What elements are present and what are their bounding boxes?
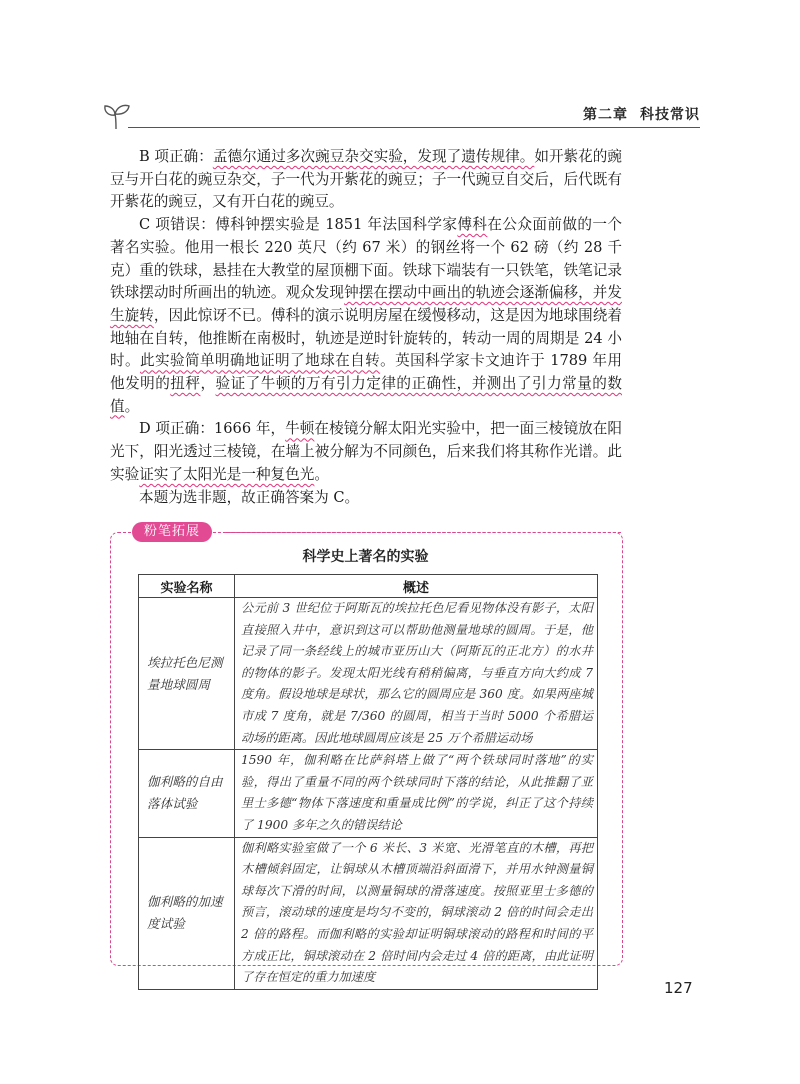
experiment-summary: 1590 年，伽利略在比萨斜塔上做了“两个铁球同时落地”的实验，得出了重量不同的两个铁球同时下落的结论，从此推翻了亚里士多德“物体下落速度和重量成比例”的学说，纠正了这个持续了 1900 多年之久的错误结论 [235,750,598,837]
chapter-title: 科技常识 [640,107,700,123]
table-row [139,750,598,837]
header-rule [128,127,700,128]
table-header-row [139,575,598,598]
column-header-summary: 概述 [235,575,598,598]
text-run: 如开紫花的豌豆与开白花的豌豆杂交，子一代为开紫花的豌豆；子一代豌豆自交后，后代既有开紫花的豌豆，又有开白花的豌豆。 [110,148,622,211]
text-run: 。 [314,465,329,483]
text-run: B 项正确： [139,148,213,165]
text-run: 在公众面前做的一个著名实验。他用一根长 220 英尺（约 67 米）的钢丝将一个 62 磅（约 28 千克）重的铁球，悬挂在大教堂的屋顶棚下面。铁球下端装有一只铁笔，铁笔记录铁球摆动时所画出的轨迹。观众发现 [110,216,622,302]
body-paragraph [110,418,622,486]
body-paragraph [110,487,622,510]
text-run: 在棱镜分解太阳光实验中，把一面三棱镜放在阳光下，阳光透过三棱镜，在墙上被分解为不同颜色，后来我们将其称作光谱。此实验 [110,420,622,483]
experiment-name: 伽利略的加速度试验 [139,837,235,989]
text-run: 。 [124,397,140,415]
chapter-number: 第二章 [583,107,628,123]
table-title: 科学史上著名的实验 [302,549,429,565]
text-run: D 项正确：1666 年， [139,420,286,438]
experiment-name: 伽利略的自由落体试验 [139,750,235,837]
text-run: ， [200,375,216,393]
text-run: 。英国科学家卡文迪许于 1789 年用他发明的 [110,352,622,393]
extension-tag: 粉笔拓展 [132,522,212,542]
key-phrase: 傅科 [457,216,488,234]
text-run: C 项错误：傅科钟摆实验是 1851 年法国科学家 [139,216,458,234]
key-phrase: 牛顿 [285,420,315,438]
table-row [139,598,598,750]
key-phrase: 孟德尔通过多次豌豆杂交实验，发现了遗传规律。 [212,148,535,165]
experiment-name: 埃拉托色尼测量地球圆周 [139,598,235,750]
experiment-summary: 伽利略实验室做了一个 6 米长、3 米宽、光滑笔直的木槽，再把木槽倾斜固定，让铜球从木槽顶端沿斜面滑下，并用水钟测量铜球每次下滑的时间，以测量铜球的滑落速度。按照亚里士多德的预言，滚动球的速度是均匀不变的，铜球滚动 2 倍的时间会走出 2 倍的路程。而伽利略的实验却证明铜球滚动的路程和时间的平方成正比，铜球滚动在 2 倍时间内会走过 4 倍的距离，由此证明了存在恒定的重力加速度 [235,837,598,989]
key-phrase: 钟摆在摆动中画出的轨迹会逐渐偏移，并发生旋转 [110,284,622,324]
key-phrase: 证实了太阳光是一种复色光 [139,465,315,483]
page-number: 127 [664,979,693,997]
text-run: ，因此惊讶不已。傅科的演示说明房屋在缓慢移动，这是因为地球围绕着地轴在自转，他推断在南极时，轨迹是逆时针旋转的，转动一周的周期是 24 小时。 [110,306,622,370]
key-phrase: 此实验简单明确地证明了地球在自转 [140,352,381,370]
table-row [139,837,598,989]
answer-explanation [110,146,622,509]
key-phrase: 验证了牛顿的万有引力定律的正确性，并测出了引力常量的数值 [110,375,622,415]
sprout-icon [102,96,132,130]
body-paragraph [110,146,622,214]
running-header [100,96,700,132]
key-phrase: 扭秤 [170,375,201,393]
column-header-name: 实验名称 [139,575,235,598]
chapter-heading [583,104,700,124]
text-run: 本题为选非题，故正确答案为 C。 [139,488,360,506]
body-paragraph [110,214,622,418]
extension-tag-line [226,532,621,533]
experiment-summary: 公元前 3 世纪位于阿斯瓦的埃拉托色尼看见物体没有影子，太阳直接照入井中，意识到这可以帮助他测量地球的圆周。于是，他记录了同一条经线上的城市亚历山大（阿斯瓦的正北方）的水井的物体的影子。发现太阳光线有稍稍偏离，与垂直方向大约成 7 度角。假设地球是球状，那么它的圆周应是 360 度。如果两座城市成 7 度角，就是 7/360 的圆周，相当于当时 5000 个希腊运动场的距离。因此地球圆周应该是 25 万个希腊运动场 [235,598,598,750]
experiments-table [138,574,598,990]
